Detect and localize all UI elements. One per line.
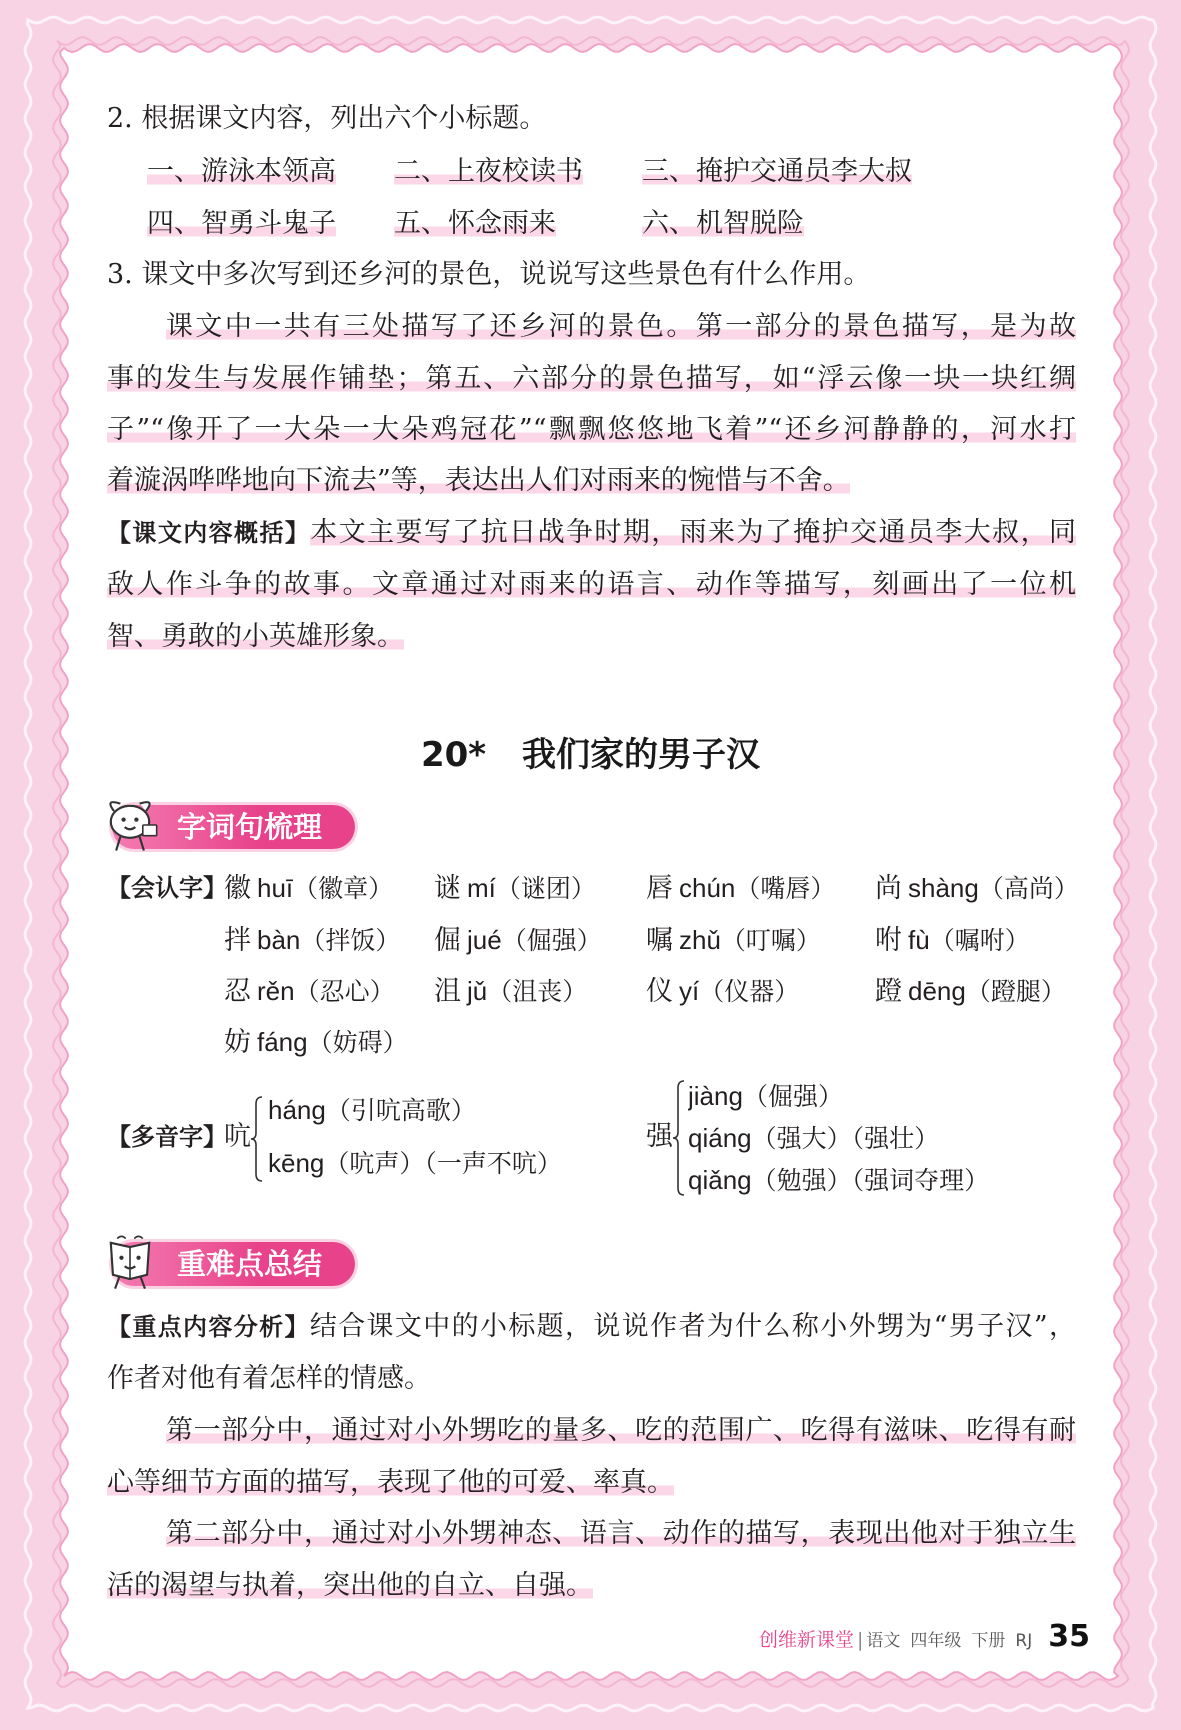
example-word: （嘱咐）	[929, 926, 1030, 955]
example-word: （倔强）	[501, 926, 602, 955]
analysis-line	[166, 1516, 1076, 1552]
analysis-line	[107, 1361, 431, 1397]
pinyin: zhǔ	[679, 925, 721, 955]
polyphonic-label-text: 【多音字】	[107, 1123, 227, 1151]
analysis-label: 【重点内容分析】	[107, 1313, 310, 1341]
example-words: （倔强）	[742, 1082, 843, 1111]
example-words: （勉强）（强词夺理）	[751, 1166, 990, 1195]
character: 咐	[875, 925, 902, 956]
subtitle-item	[147, 154, 336, 190]
character: 仪	[646, 976, 673, 1007]
character: 妨	[224, 1027, 251, 1058]
example-word: （谜团）	[495, 874, 596, 903]
character: 倔	[434, 925, 461, 956]
subtitle-text: 三、掩护交通员李大叔	[642, 156, 912, 187]
mascot-icon	[98, 1232, 162, 1292]
analysis-answer-text: 第一部分中，通过对小外甥吃的量多、吃的范围广、吃得有滋味、吃得有耐	[166, 1415, 1076, 1446]
pinyin: qiáng	[688, 1123, 752, 1153]
polyphonic-reading	[688, 1162, 989, 1198]
character: 嘱	[646, 925, 673, 956]
mascot-icon	[98, 795, 162, 855]
character-item	[875, 973, 1066, 1009]
summary-line	[107, 567, 1076, 603]
footer-brand: 创维新课堂	[759, 1629, 855, 1651]
pinyin: chún	[679, 873, 736, 903]
character-item	[875, 922, 1030, 958]
character: 强	[646, 1121, 673, 1152]
question-3-prompt: 3. 课文中多次写到还乡河的景色，说说写这些景色有什么作用。	[107, 259, 871, 290]
summary-line	[107, 619, 404, 655]
answer-line	[107, 463, 850, 499]
example-words: （引吭高歌）	[325, 1096, 476, 1125]
polyphonic-reading	[268, 1145, 562, 1181]
summary-label: 【课文内容概括】	[107, 519, 311, 547]
lesson-title-text: 我们家的男子汉	[522, 735, 761, 775]
page-footer	[759, 1619, 1090, 1655]
analysis-line	[166, 1413, 1076, 1449]
character-item	[224, 1024, 408, 1060]
answer-line	[166, 309, 1076, 345]
example-words: （吭声）（一声不吭）	[324, 1149, 562, 1178]
footer-volume: 下册	[971, 1631, 1006, 1651]
brace-icon	[672, 1080, 686, 1196]
lesson-number: 20*	[420, 735, 487, 775]
brace-icon	[250, 1096, 264, 1182]
analysis-question-text: 结合课文中的小标题，说说作者为什么称小外甥为“男子汉”，	[309, 1311, 1076, 1342]
character-item	[224, 922, 400, 958]
summary-text: 智、勇敢的小英雄形象。	[107, 621, 404, 652]
character: 徽	[224, 873, 251, 904]
answer-line	[107, 412, 1076, 448]
pinyin: mí	[467, 873, 496, 903]
section-title: 字词句梳理	[177, 810, 323, 844]
answer-line	[107, 361, 1076, 397]
character-item	[646, 973, 799, 1009]
summary-text: 敌人作斗争的故事。文章通过对雨来的语言、动作等描写，刻画出了一位机	[107, 569, 1076, 600]
lesson-title	[0, 733, 1181, 777]
example-word: （徽章）	[293, 874, 394, 903]
character: 忍	[224, 976, 251, 1007]
example-word: （妨碍）	[307, 1028, 408, 1057]
polyphonic-reading	[688, 1078, 843, 1114]
character-item	[646, 922, 821, 958]
example-word: （拌饭）	[300, 926, 401, 955]
character-item	[434, 973, 587, 1009]
pinyin: kēng	[268, 1148, 325, 1178]
example-words: （强大）（强壮）	[751, 1124, 940, 1153]
pinyin: shàng	[908, 873, 979, 903]
analysis-answer-text: 第二部分中，通过对小外甥神态、语言、动作的描写，表现出他对于独立生	[166, 1518, 1076, 1549]
subtitle-text: 一、游泳本领高	[147, 156, 336, 187]
pinyin: jiàng	[688, 1081, 743, 1111]
polyphonic-reading	[688, 1120, 939, 1156]
pinyin: qiǎng	[688, 1165, 752, 1195]
character: 蹬	[875, 976, 902, 1007]
analysis-line	[107, 1568, 593, 1604]
answer-text: 着漩涡哗哗地向下流去”等，表达出人们对雨来的惋惜与不舍。	[107, 465, 850, 496]
character: 沮	[434, 976, 461, 1007]
character: 唇	[646, 873, 673, 904]
character-item	[434, 870, 596, 906]
character-item	[875, 870, 1079, 906]
answer-text: 课文中一共有三处描写了还乡河的景色。第一部分的景色描写，是为故	[166, 311, 1076, 342]
polyphonic-label	[107, 1119, 227, 1155]
character-item	[224, 870, 393, 906]
analysis-answer-text: 活的渴望与执着，突出他的自立、自强。	[107, 1570, 593, 1601]
pinyin: jué	[467, 925, 502, 955]
polyphonic-character	[224, 1119, 251, 1155]
pinyin: dēng	[908, 976, 966, 1006]
subtitle-item	[394, 154, 583, 190]
pinyin: fù	[908, 925, 930, 955]
pinyin: rěn	[257, 976, 295, 1006]
recognize-label	[107, 870, 227, 906]
character-item	[224, 973, 395, 1009]
section-title: 重难点总结	[177, 1247, 323, 1281]
subtitle-text: 五、怀念雨来	[394, 208, 556, 239]
subtitle-item	[394, 206, 556, 242]
example-word: （忍心）	[294, 977, 395, 1006]
example-word: （叮嘱）	[720, 926, 821, 955]
subtitle-item	[642, 206, 804, 242]
character: 吭	[224, 1121, 251, 1152]
answer-text: 子”“像开了一大朵一大朵鸡冠花”“飘飘悠悠地飞着”“还乡河静静的，河水打	[107, 414, 1076, 445]
character: 谜	[434, 873, 461, 904]
analysis-line	[107, 1465, 674, 1501]
summary-line	[107, 515, 1076, 551]
example-word: （高尚）	[978, 874, 1079, 903]
footer-subject: 语文	[866, 1631, 901, 1651]
pinyin: fáng	[257, 1027, 308, 1057]
subtitle-item	[642, 154, 912, 190]
example-word: （仪器）	[699, 977, 800, 1006]
character-item	[646, 870, 835, 906]
answer-text: 事的发生与发展作铺垫；第五、六部分的景色描写，如“浮云像一块一块红绸	[107, 363, 1076, 394]
pinyin: bàn	[257, 925, 301, 955]
example-word: （蹬腿）	[965, 977, 1066, 1006]
character: 拌	[224, 925, 251, 956]
analysis-line	[107, 1309, 1076, 1345]
pinyin: yí	[679, 976, 700, 1006]
character-item	[434, 922, 602, 958]
summary-text: 本文主要写了抗日战争时期，雨来为了掩护交通员李大叔，同	[310, 517, 1076, 548]
subtitle-text: 四、智勇斗鬼子	[147, 208, 336, 239]
polyphonic-character	[646, 1119, 673, 1155]
character: 尚	[875, 873, 902, 904]
pinyin: jǔ	[467, 976, 488, 1006]
example-word: （沮丧）	[487, 977, 588, 1006]
example-word: （嘴唇）	[735, 874, 836, 903]
footer-edition: RJ	[1015, 1631, 1033, 1651]
page-number: 35	[1048, 1619, 1090, 1654]
pinyin: háng	[268, 1095, 326, 1125]
subtitle-text: 六、机智脱险	[642, 208, 804, 239]
pinyin: huī	[257, 873, 294, 903]
footer-separator: |	[857, 1629, 864, 1651]
footer-grade: 四年级	[910, 1631, 962, 1651]
analysis-answer-text: 心等细节方面的描写，表现了他的可爱、率真。	[107, 1467, 674, 1498]
polyphonic-reading	[268, 1092, 476, 1128]
analysis-question-text: 作者对他有着怎样的情感。	[107, 1363, 431, 1394]
question-2-prompt: 2. 根据课文内容，列出六个小标题。	[107, 103, 547, 134]
subtitle-text: 二、上夜校读书	[394, 156, 583, 187]
subtitle-item	[147, 206, 336, 242]
recognize-label-text: 【会认字】	[107, 874, 227, 902]
